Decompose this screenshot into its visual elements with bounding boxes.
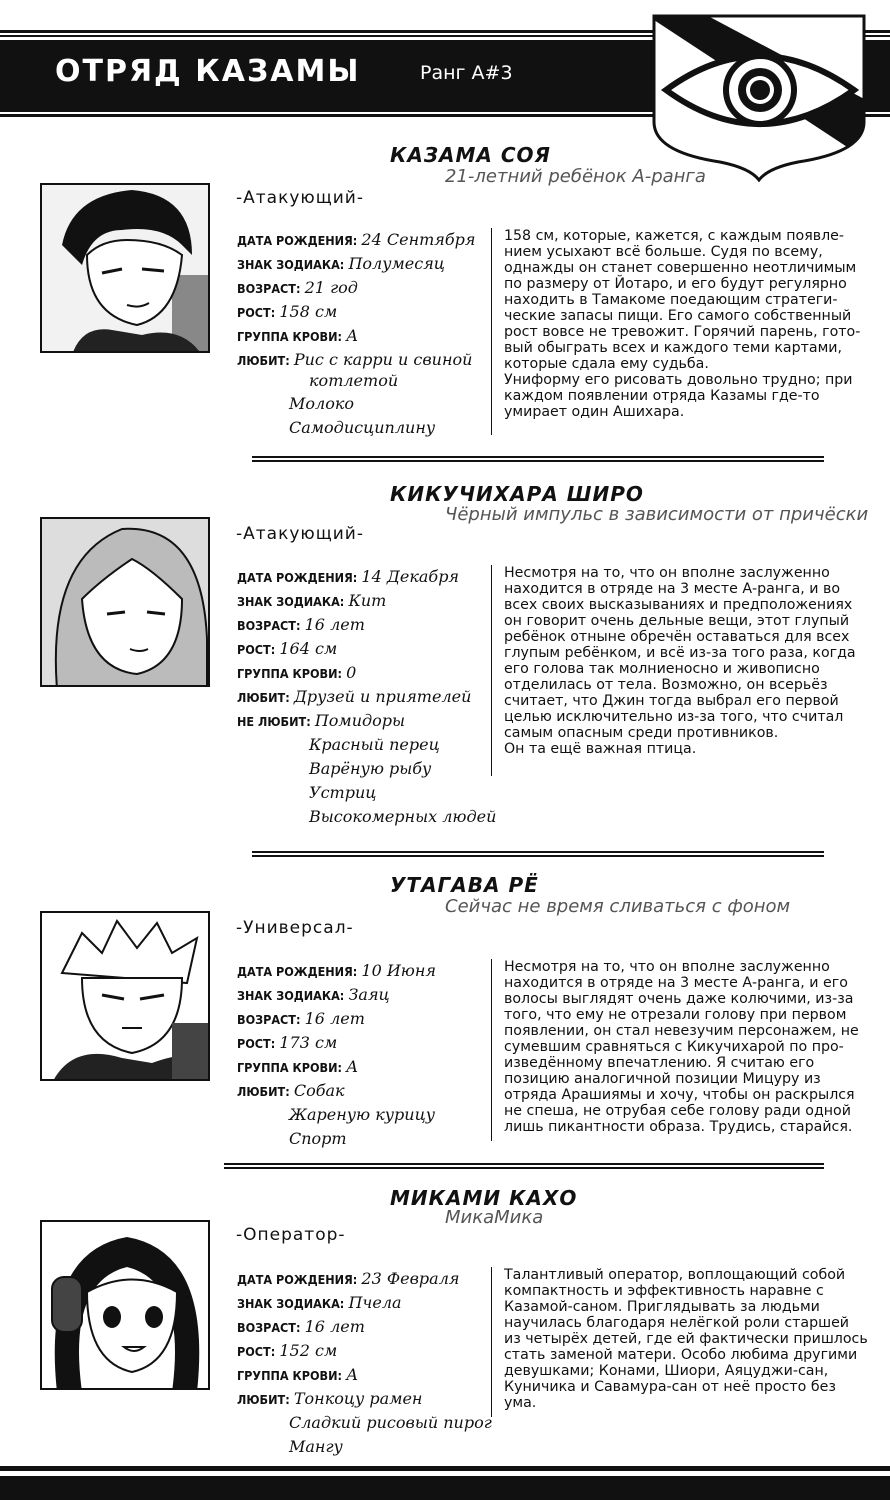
stat-row: РОСТ: 158 см [237,302,338,321]
stat-row: ГРУППА КРОВИ: А [237,1057,359,1076]
member-tagline: МикаМика [445,1207,544,1228]
stat-row: ГРУППА КРОВИ: А [237,1365,359,1384]
stat-row: ЗНАК ЗОДИАКА: Заяц [237,985,390,1004]
stat-row: ДАТА РОЖДЕНИЯ: 10 Июня [237,961,437,980]
stat-row: ГРУППА КРОВИ: А [237,326,359,345]
stat-row: ВОЗРАСТ: 16 лет [237,1317,365,1336]
portrait [40,1220,210,1390]
divider [252,851,824,857]
stat-row: НЕ ЛЮБИТ: Помидоры [237,711,406,730]
stat-extra: Сладкий рисовый пирог [289,1413,492,1432]
stat-row: ВОЗРАСТ: 16 лет [237,1009,365,1028]
stat-row: РОСТ: 152 см [237,1341,338,1360]
rank-label: Ранг А#3 [420,62,513,84]
stat-extra: Самодисциплину [289,418,436,437]
member-role: -Оператор- [236,1225,346,1245]
member-stats [237,959,492,1151]
member-role: -Атакующий- [236,188,364,208]
member-name: УТАГАВА РЁ [390,873,539,897]
member-stats [237,228,492,440]
member-name: КИКУЧИХАРА ШИРО [390,482,644,506]
stat-row: ДАТА РОЖДЕНИЯ: 24 Сентября [237,230,476,249]
member-tagline: Сейчас не время сливаться с фоном [445,896,791,917]
stat-row: ВОЗРАСТ: 16 лет [237,615,365,634]
stat-row: ЗНАК ЗОДИАКА: Полумесяц [237,254,445,273]
footer-bar [0,1476,890,1500]
stat-extra: Спорт [289,1129,347,1148]
stat-extra: Устриц [309,783,377,802]
stat-row: ГРУППА КРОВИ: 0 [237,663,357,682]
stat-extra: Жареную курицу [289,1105,436,1124]
member-stats [237,1267,492,1459]
member-tagline: 21-летний ребёнок А-ранга [445,166,706,187]
footer-stripe [0,1466,890,1471]
stat-row: ДАТА РОЖДЕНИЯ: 14 Декабря [237,567,460,586]
stat-row: ВОЗРАСТ: 21 год [237,278,358,297]
divider [252,456,824,462]
stat-extra: Варёную рыбу [309,759,432,778]
member-description: Талантливый оператор, воплощающий собой компактность и эффективность наравне с Казамой-саном. Приглядывать за людьми научилась благодаря нелёгкой роли старшей из четырёх детей, где ей фактически пришлось стать заменой матери. Особо любима другими девушками; Конами, Шиори, Аяцуджи-сан, Куничика и Савамура-сан от неё просто без ума. [491,1267,883,1417]
stat-row: РОСТ: 173 см [237,1033,338,1052]
stat-extra: Мангу [289,1437,343,1456]
stat-extra: Высокомерных людей [309,807,497,826]
stat-row: ЛЮБИТ: Рис с карри и свиной [237,350,473,369]
stat-extra: Молоко [289,394,355,413]
portrait [40,517,210,687]
stat-row: РОСТ: 164 см [237,639,338,658]
member-role: -Атакующий- [236,524,364,544]
member-description: 158 см, которые, кажется, с каждым появле- нием усыхают всё больше. Судя по всему, однажды он станет совершенно неотличимым по размеру от Йотаро, и его будут регулярно находить в Тамакоме поедающим стратеги- ческие запасы пищи. Его самого собственный рост вовсе не тревожит. Горячий парень, гото- вый обыграть всех и каждого теми картами, которые сдала ему судьба. Униформу его рисовать довольно трудно; при каждом появлении отряда Казамы где-то умирает один Ашихара. [491,228,883,435]
stat-extra: Красный перец [309,735,440,754]
stat-row: ЛЮБИТ: Тонкоцу рамен [237,1389,423,1408]
member-stats [237,565,497,829]
member-description: Несмотря на то, что он вполне заслуженно находится в отряде на 3 месте А-ранга, и его волосы выглядят очень даже колючими, из-за того, что ему не отрезали голову при первом появлении, он стал невезучим персонажем, не сумевшим сравняться с Кикучихарой по про- изведённому впечатлению. Я считаю его позицию аналогичной позиции Мицуру из отряда Арашиямы и хочу, чтобы он раскрылся не спеша, не отрубая себе голову ради одной лишь пикантности образа. Трудись, старайся. [491,959,883,1141]
member-role: -Универсал- [236,918,354,938]
member-name: КАЗАМА СОЯ [390,143,551,167]
stat-row: ЛЮБИТ: Собак [237,1081,345,1100]
member-name: МИКАМИ КАХО [390,1186,578,1210]
stat-row: ЗНАК ЗОДИАКА: Кит [237,591,387,610]
divider [224,1163,824,1169]
member-description: Несмотря на то, что он вполне заслуженно находится в отряде на 3 месте А-ранга, и во всех своих высказываниях и предположениях он говорит очень дельные вещи, этот глупый ребёнок отныне обречён оставаться для всех глупым ребёнком, и всё из-за того раза, когда его голова так молниеносно и живописно отделилась от тела. Возможно, он всерьёз считает, что Джин тогда выбрал его первой целью исключительно из-за того, что считал самым опасным среди противников. Он та ещё важная птица. [491,565,883,776]
stat-row: ЗНАК ЗОДИАКА: Пчела [237,1293,402,1312]
portrait [40,911,210,1081]
stat-row: ЛЮБИТ: Друзей и приятелей [237,687,472,706]
eye-emblem-icon [648,12,870,182]
page-title: ОТРЯД КАЗАМЫ [55,54,361,89]
stat-row: ДАТА РОЖДЕНИЯ: 23 Февраля [237,1269,460,1288]
member-tagline: Чёрный импульс в зависимости от причёски [445,504,869,525]
stat-extra: котлетой [309,371,399,390]
portrait [40,183,210,353]
